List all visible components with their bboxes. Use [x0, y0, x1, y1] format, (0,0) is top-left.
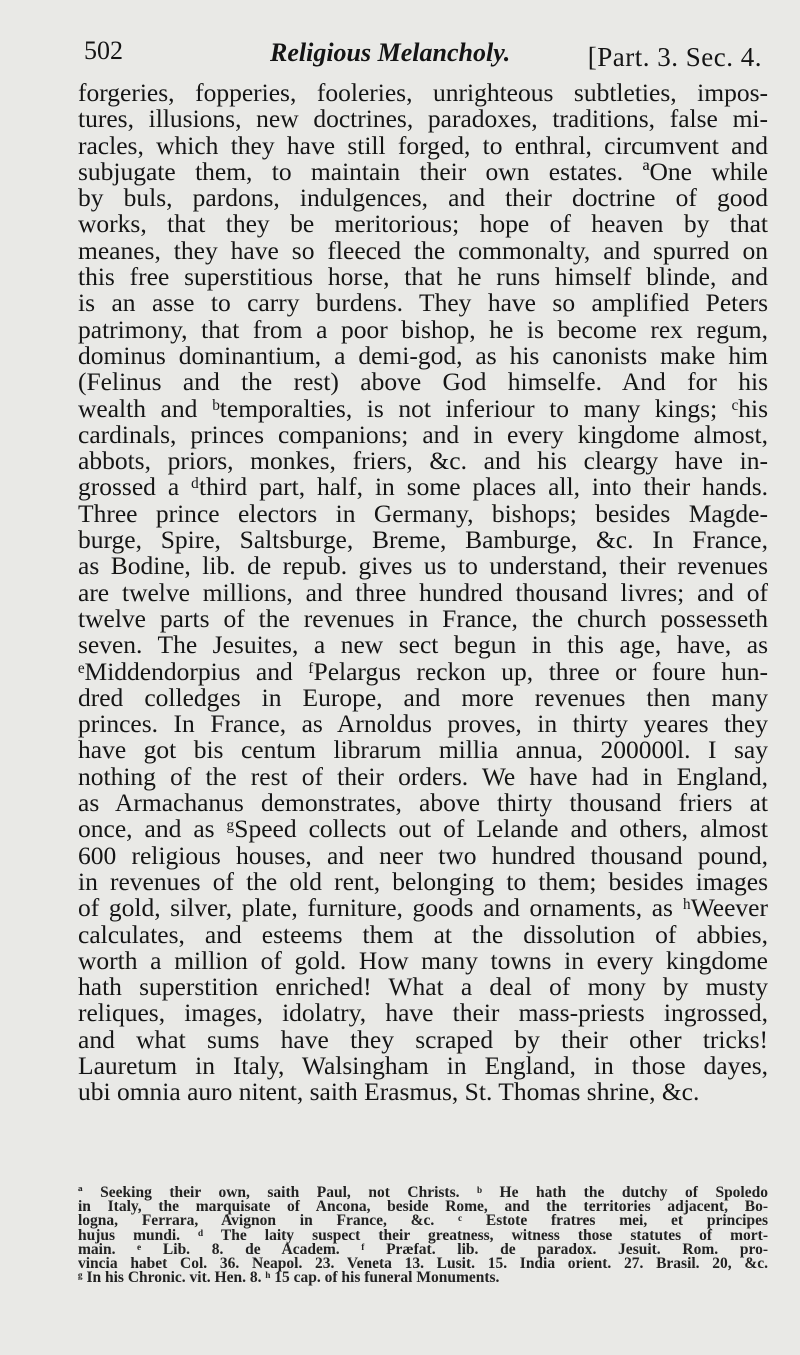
text-line: calculates, and esteems them at the dissolution of abbies, [78, 919, 768, 949]
text-line: twelve parts of the revenues in France, the church possesseth [78, 603, 768, 633]
text-line: patrimony, that from a poor bishop, he is become rex regum, [78, 314, 768, 344]
text-line: dred colledges in Europe, and more revenues then many [78, 682, 768, 712]
text-line: is an asse to carry burdens. They have so amplified Peters [78, 288, 768, 318]
text-line: 600 religious houses, and neer two hundred thousand pound, [78, 840, 768, 870]
footnote-line: main. ᵉ Lib. 8. de Academ. ᶠ Præfat. lib. de paradox. Jesuit. Rom. pro- [78, 1240, 768, 1258]
text-line: tures, illusions, new doctrines, paradoxes, traditions, false mi- [78, 104, 768, 134]
text-line: and what sums have they scraped by their other tricks! [78, 1024, 768, 1054]
text-line: hath superstition enriched! What a deal of mony by musty [78, 972, 768, 1002]
text-line: by buls, pardons, indulgences, and their doctrine of good [78, 183, 768, 213]
text-line: seven. The Jesuites, a new sect begun in this age, have, as [78, 630, 768, 660]
running-header [84, 30, 762, 70]
text-line: have got bis centum librarum millia annua, 200000l. I say [78, 735, 768, 765]
text-line: wealth and ᵇtemporalties, is not inferiour to many kings; ᶜhis [78, 393, 768, 423]
text-line: grossed a ᵈthird part, half, in some places all, into their hands. [78, 472, 768, 502]
text-line: (Felinus and the rest) above God himselfe. And for his [78, 367, 768, 397]
text-line: cardinals, princes companions; and in every kingdome almost, [78, 419, 768, 449]
text-line: abbots, priors, monkes, friers, &c. and his cleargy have in- [78, 446, 768, 476]
text-line: as Armachanus demonstrates, above thirty thousand friers at [78, 788, 768, 818]
page-number: 502 [84, 36, 123, 65]
text-line: Lauretum in Italy, Walsingham in England, in those dayes, [78, 1050, 768, 1080]
footnote-line: ᵍ In his Chronic. vit. Hen. 8. ʰ 15 cap. of his funeral Monuments. [78, 1269, 500, 1287]
text-line: racles, which they have still forged, to enthral, circumvent and [78, 130, 768, 160]
footnote-line: vincia habet Col. 36. Neapol. 23. Veneta 13. Lusit. 15. India orient. 27. Brasil. 20, &c. [78, 1254, 768, 1272]
footnote-line: ª Seeking their own, saith Paul, not Christs. ᵇ He hath the dutchy of Spoledo [78, 1184, 768, 1201]
text-line: dominus dominantium, a demi-god, as his canonists make him [78, 340, 768, 370]
text-line: princes. In France, as Arnoldus proves, in thirty yeares they [78, 709, 768, 739]
text-line: worth a million of gold. How many towns in every kingdome [78, 945, 768, 975]
footnote-line: hujus mundi. ᵈ The laity suspect their greatness, witness those statutes of mort- [78, 1226, 768, 1244]
text-line: subjugate them, to maintain their own estates. ªOne while [78, 156, 768, 186]
text-line: as Bodine, lib. de repub. gives us to understand, their revenues [78, 551, 768, 581]
text-line: reliques, images, idolatry, have their mass-priests ingrossed, [78, 998, 768, 1028]
text-line: burge, Spire, Saltsburge, Breme, Bamburge, &c. In France, [78, 525, 768, 555]
text-line: of gold, silver, plate, furniture, goods and ornaments, as ʰWeever [78, 893, 768, 923]
text-line: ᵉMiddendorpius and ᶠPelargus reckon up, three or foure hun- [78, 656, 768, 686]
footnotes [78, 1186, 768, 1285]
footnote-line: logna, Ferrara, Avignon in France, &c. ᶜ Estote fratres mei, et principes [78, 1212, 768, 1230]
text-line: Three prince electors in Germany, bishops; besides Magde- [78, 498, 768, 528]
text-line: this free superstitious horse, that he runs himself blinde, and [78, 262, 768, 292]
text-line: nothing of the rest of their orders. We have had in England, [78, 761, 768, 791]
text-line: once, and as ᵍSpeed collects out of Lelande and others, almost [78, 814, 768, 844]
body-text [78, 80, 768, 1106]
text-line: ubi omnia auro nitent, saith Erasmus, St. Thomas shrine, &c. [78, 1077, 700, 1107]
footnote-line: in Italy, the marquisate of Ancona, beside Rome, and the territories adjacent, Bo- [78, 1198, 768, 1216]
text-line: forgeries, fopperies, fooleries, unrighteous subtleties, impos- [78, 78, 768, 107]
text-line: are twelve millions, and three hundred thousand livres; and of [78, 577, 768, 607]
section-label: [Part. 3. Sec. 4. [587, 42, 762, 72]
text-line: meanes, they have so fleeced the commonalty, and spurred on [78, 235, 768, 265]
text-line: in revenues of the old rent, belonging to them; besides images [78, 866, 768, 896]
text-line: works, that they be meritorious; hope of heaven by that [78, 209, 768, 239]
running-title: Religious Melancholy. [270, 38, 511, 67]
